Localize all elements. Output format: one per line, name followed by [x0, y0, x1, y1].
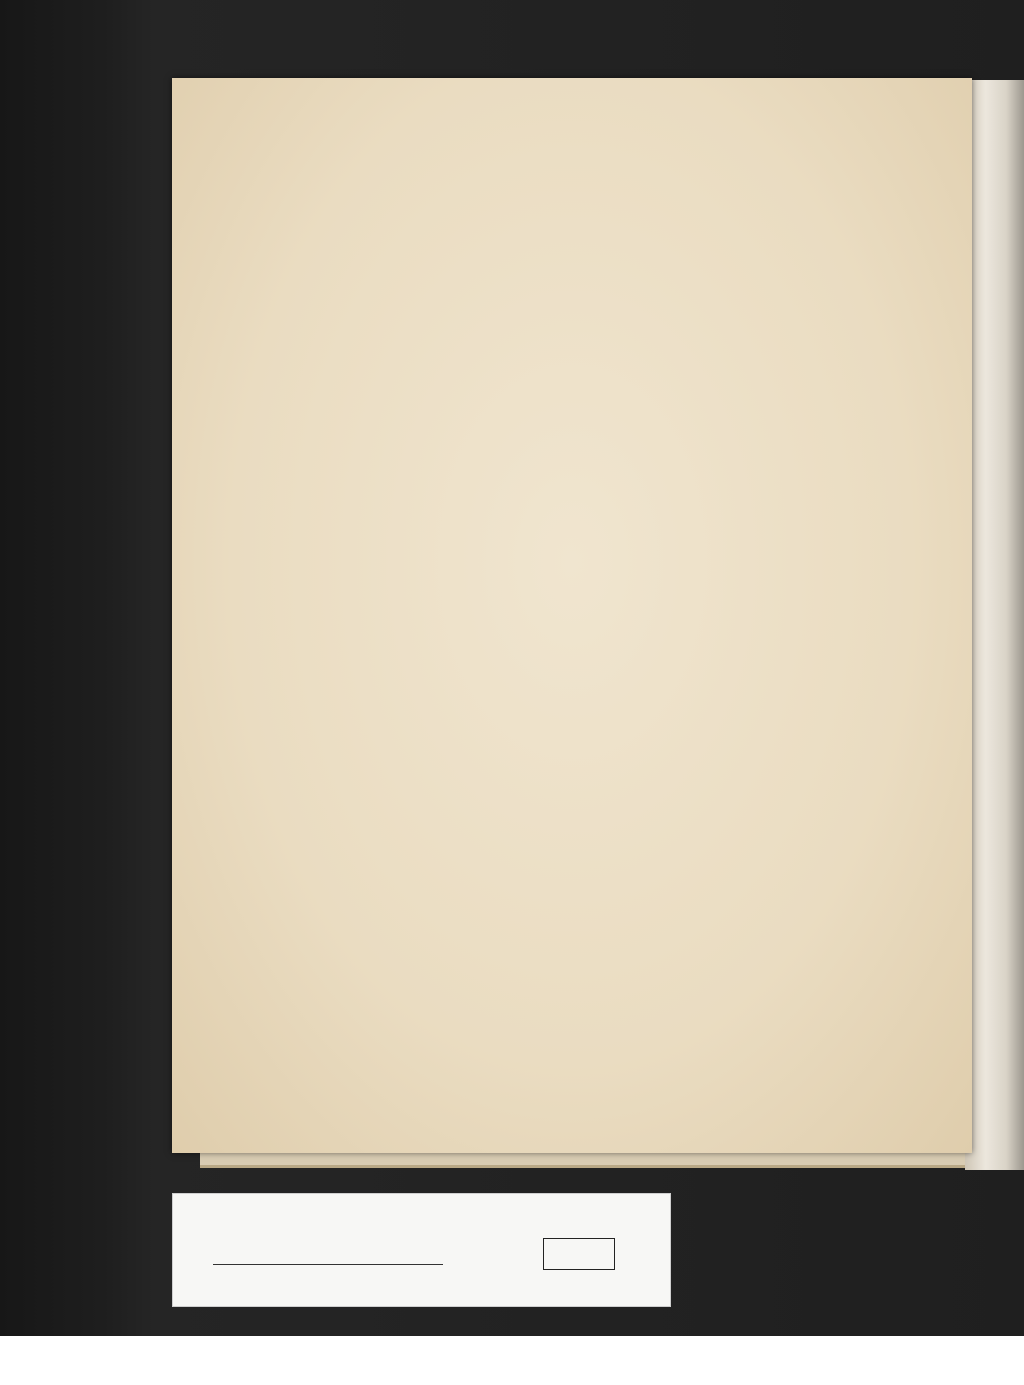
book-page — [172, 78, 972, 1153]
gray-scale-bar — [543, 1238, 615, 1270]
hab-logo-icon — [8, 1345, 48, 1377]
facing-page-edge — [965, 80, 1024, 1170]
ruler-numbers — [207, 1272, 447, 1296]
footer-bar — [0, 1336, 1024, 1385]
color-reference-card — [172, 1193, 671, 1307]
measurement-ruler — [213, 1240, 443, 1265]
